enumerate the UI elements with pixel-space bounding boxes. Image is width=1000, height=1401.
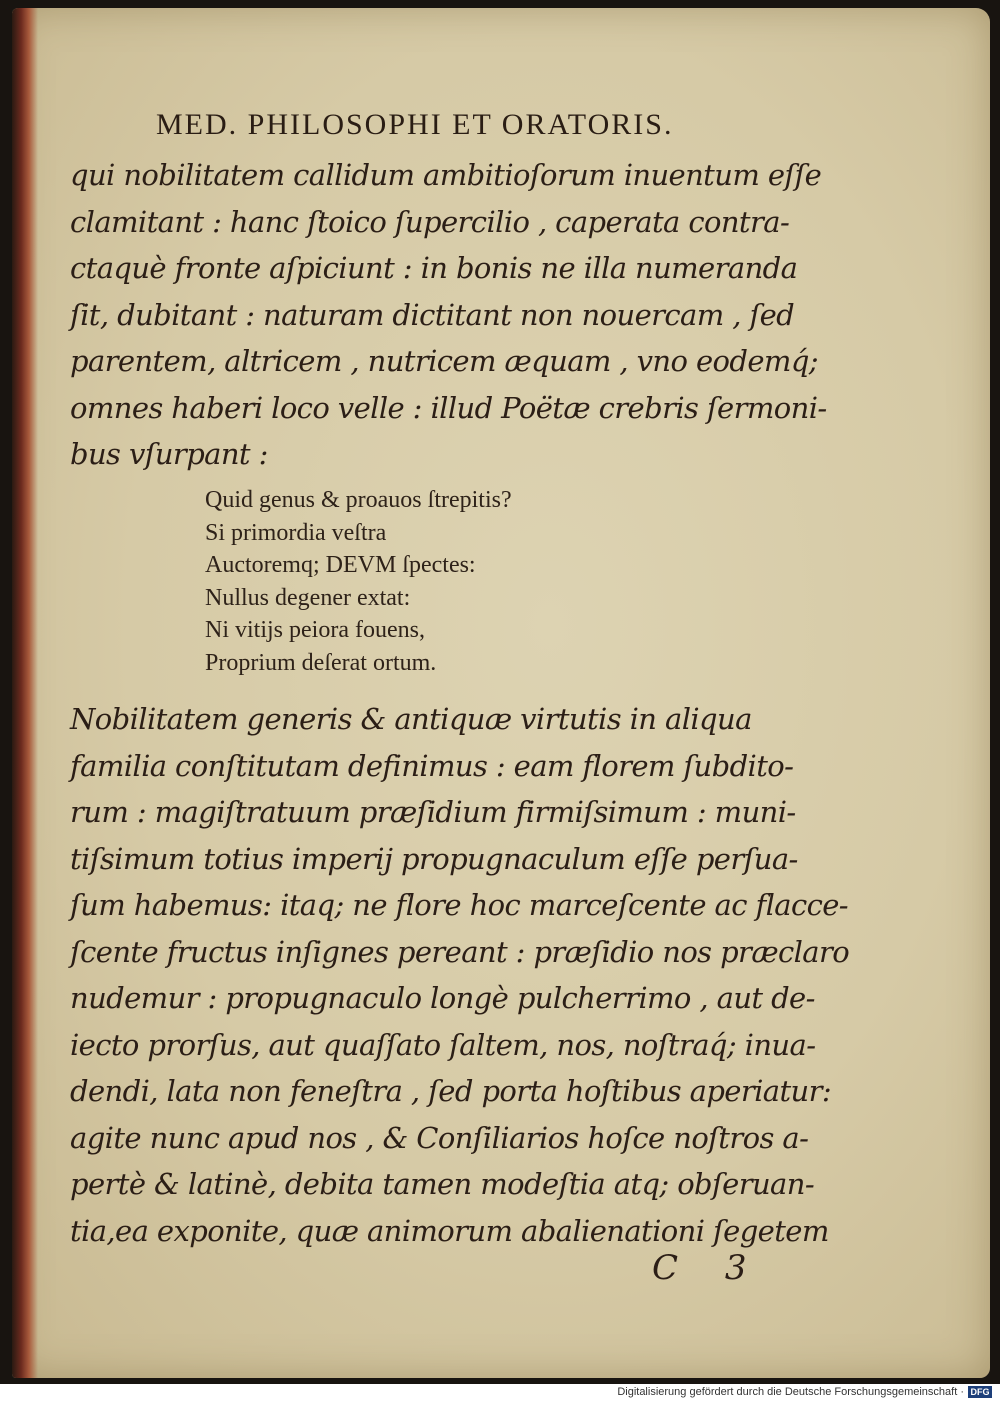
text-line: omnes haberi loco velle : illud Poëtæ crebris ſermoni- [70,390,827,425]
text-line: familia conſtitutam definimus : eam florem ſubdito- [70,748,794,783]
digitization-credit: Digitalisierung gefördert durch die Deutsche Forschungsgemeinschaft · [617,1386,964,1398]
verse-line: Si primordia veſtra [205,519,387,546]
text-line: dendi, lata non feneſtra , ſed porta hoſtibus aperiatur: [70,1074,832,1108]
dfg-logo-icon: DFG [968,1386,992,1398]
text-line: ctaquè fronte aſpiciunt : in bonis ne illa numeranda [70,251,798,285]
page-binding-edge [12,8,38,1378]
text-line: qui nobilitatem callidum ambitioſorum inuentum eſſe [70,158,822,192]
verse-line: Proprium deſerat ortum. [205,649,437,676]
verse-quotation [205,484,512,680]
running-head: MED. PHILOSOPHI ET ORATORIS. [156,108,674,141]
verse-line: Auctoremq; DEVM ſpectes: [205,552,476,579]
verse-line: Ni vitijs peiora fouens, [205,617,425,644]
text-line: nudemur : propugnaculo longè pulcherrimo , aut de- [70,981,815,1015]
text-line: tiſsimum totius imperij propugnaculum eſſe perſua- [70,841,798,876]
text-line: clamitant : hanc ſtoico ſupercilio , caperata contra- [70,204,790,239]
text-line: Nobilitatem generis & antiquæ virtutis in aliqua [70,702,752,736]
text-line: tia,ea exponite, quæ animorum abalienationi ſegetem [70,1213,829,1248]
text-line: rum : magiſtratuum præſidium firmiſsimum : muni- [70,795,796,829]
verse-line: Quid genus & proauos ſtrepitis? [205,487,512,513]
text-line: agite nunc apud nos , & Conſiliarios hoſce noſtros a- [70,1120,809,1155]
text-line: ſum habemus: itaq; ne flore hoc marceſcente ac flacce- [70,888,849,922]
text-line: pertè & latinè, debita tamen modeſtia atq; obſeruan- [70,1167,815,1201]
verse-line: Nullus degener extat: [205,584,411,611]
paragraph-1 [70,152,870,478]
text-line: bus vſurpant : [70,437,268,471]
text-line: ſcente fructus inſignes pereant : præſidio nos præclaro [70,934,850,969]
text-line: ſit, dubitant : naturam dictitant non nouercam , ſed [70,297,795,332]
text-line: parentem, altricem , nutricem æquam , vno eodemq́; [70,344,818,378]
signature-mark: C 3 [652,1248,765,1288]
text-line: iecto prorſus, aut quaſſato ſaltem, nos, noſtraq́; inua- [70,1027,816,1062]
paragraph-2 [70,696,870,1254]
